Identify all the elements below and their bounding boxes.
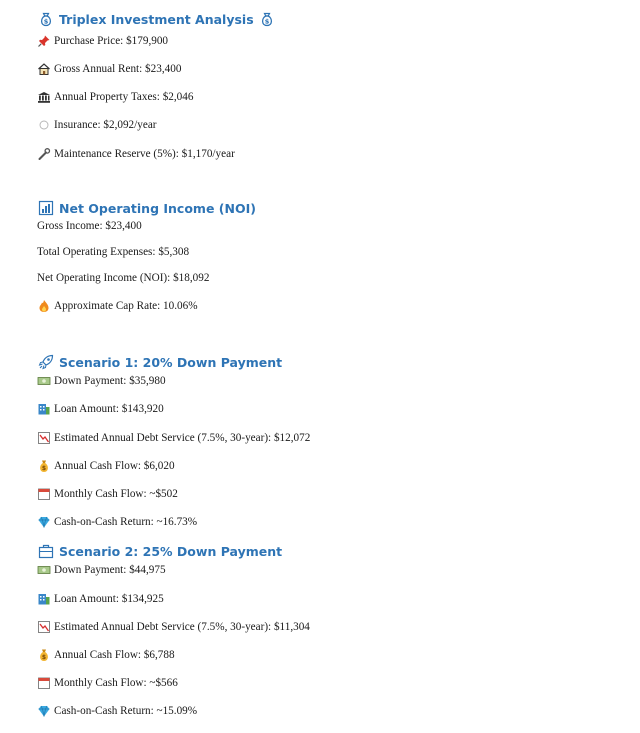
money-bag-icon <box>37 648 51 662</box>
dollar-bill-icon <box>37 563 51 577</box>
briefcase-icon <box>38 543 54 559</box>
money-bag-icon <box>259 11 275 27</box>
s2-debt-service: Estimated Annual Debt Service (7.5%, 30-year): $11,304 <box>54 621 310 633</box>
dollar-bill-icon <box>37 374 51 388</box>
s2-loan-amount: Loan Amount: $134,925 <box>54 593 164 605</box>
gross-annual-rent: Gross Annual Rent: $23,400 <box>54 63 182 75</box>
svg-text:$: $ <box>41 465 47 473</box>
total-expenses-line <box>37 246 189 258</box>
s2-monthly-cash-flow-line <box>37 676 178 690</box>
s2-annual-cash-flow-line <box>37 648 175 662</box>
s1-loan-amount: Loan Amount: $143,920 <box>54 403 164 415</box>
s1-coc-return: Cash-on-Cash Return: ~16.73% <box>54 516 198 528</box>
insurance: Insurance: $2,092/year <box>54 119 157 131</box>
wrench-icon <box>37 147 51 161</box>
noi-heading <box>38 200 256 216</box>
s1-down-payment: Down Payment: $35,980 <box>54 375 166 387</box>
rocket-icon <box>38 354 54 370</box>
gem-icon <box>37 515 51 529</box>
s2-coc-return-line <box>37 704 197 718</box>
pushpin-icon <box>37 34 51 48</box>
s2-annual-cash-flow: Annual Cash Flow: $6,788 <box>54 649 175 661</box>
noi-value-line <box>37 272 209 284</box>
money-bag-icon <box>38 11 54 27</box>
calendar-icon <box>37 676 51 690</box>
purchase-price-line <box>37 34 168 48</box>
bank-icon <box>37 402 51 416</box>
cap-rate-line <box>37 299 198 313</box>
page-title <box>38 11 275 27</box>
s1-annual-cash-flow-line <box>37 459 175 473</box>
money-bag-icon <box>37 459 51 473</box>
scenario2-heading-text: Scenario 2: 25% Down Payment <box>59 543 283 559</box>
s1-debt-service-line <box>37 431 310 445</box>
gross-income-line <box>37 220 142 232</box>
s2-monthly-cash-flow: Monthly Cash Flow: ~$566 <box>54 677 178 689</box>
chart-decreasing-icon <box>37 620 51 634</box>
s1-annual-cash-flow: Annual Cash Flow: $6,020 <box>54 460 175 472</box>
total-operating-expenses: Total Operating Expenses: $5,308 <box>37 246 190 258</box>
scenario1-heading-text: Scenario 1: 20% Down Payment <box>59 354 283 370</box>
noi-heading-text: Net Operating Income (NOI) <box>59 200 256 216</box>
s1-monthly-cash-flow: Monthly Cash Flow: ~$502 <box>54 488 178 500</box>
purchase-price: Purchase Price: $179,900 <box>54 35 169 47</box>
s2-coc-return: Cash-on-Cash Return: ~15.09% <box>54 705 198 717</box>
s1-debt-service: Estimated Annual Debt Service (7.5%, 30-year): $12,072 <box>54 432 311 444</box>
property-taxes-line <box>37 90 193 104</box>
s2-loan-amount-line <box>37 592 164 606</box>
s2-down-payment-line <box>37 563 166 577</box>
s1-coc-return-line <box>37 515 197 529</box>
insurance-line <box>37 118 157 132</box>
classical-building-icon <box>37 90 51 104</box>
net-operating-income: Net Operating Income (NOI): $18,092 <box>37 272 210 284</box>
svg-text:$: $ <box>41 654 47 662</box>
gross-rent-line <box>37 62 181 76</box>
bar-chart-icon <box>38 200 54 216</box>
annual-property-taxes: Annual Property Taxes: $2,046 <box>54 91 194 103</box>
house-icon <box>37 62 51 76</box>
s1-monthly-cash-flow-line <box>37 487 178 501</box>
s1-loan-amount-line <box>37 402 164 416</box>
scenario2-heading <box>38 543 282 559</box>
s2-down-payment: Down Payment: $44,975 <box>54 564 166 576</box>
gross-income: Gross Income: $23,400 <box>37 220 142 232</box>
svg-text:$: $ <box>264 17 269 26</box>
maintenance-reserve: Maintenance Reserve (5%): $1,170/year <box>54 148 235 160</box>
s1-down-payment-line <box>37 374 166 388</box>
fire-icon <box>37 299 51 313</box>
bank-icon <box>37 592 51 606</box>
s2-debt-service-line <box>37 620 310 634</box>
calendar-icon <box>37 487 51 501</box>
approximate-cap-rate: Approximate Cap Rate: 10.06% <box>54 300 198 312</box>
scenario1-heading <box>38 354 282 370</box>
page-title-text: Triplex Investment Analysis <box>59 11 254 27</box>
maintenance-line <box>37 147 235 161</box>
chart-decreasing-icon <box>37 431 51 445</box>
gem-icon <box>37 704 51 718</box>
shield-icon <box>37 118 51 132</box>
svg-text:$: $ <box>43 17 49 26</box>
